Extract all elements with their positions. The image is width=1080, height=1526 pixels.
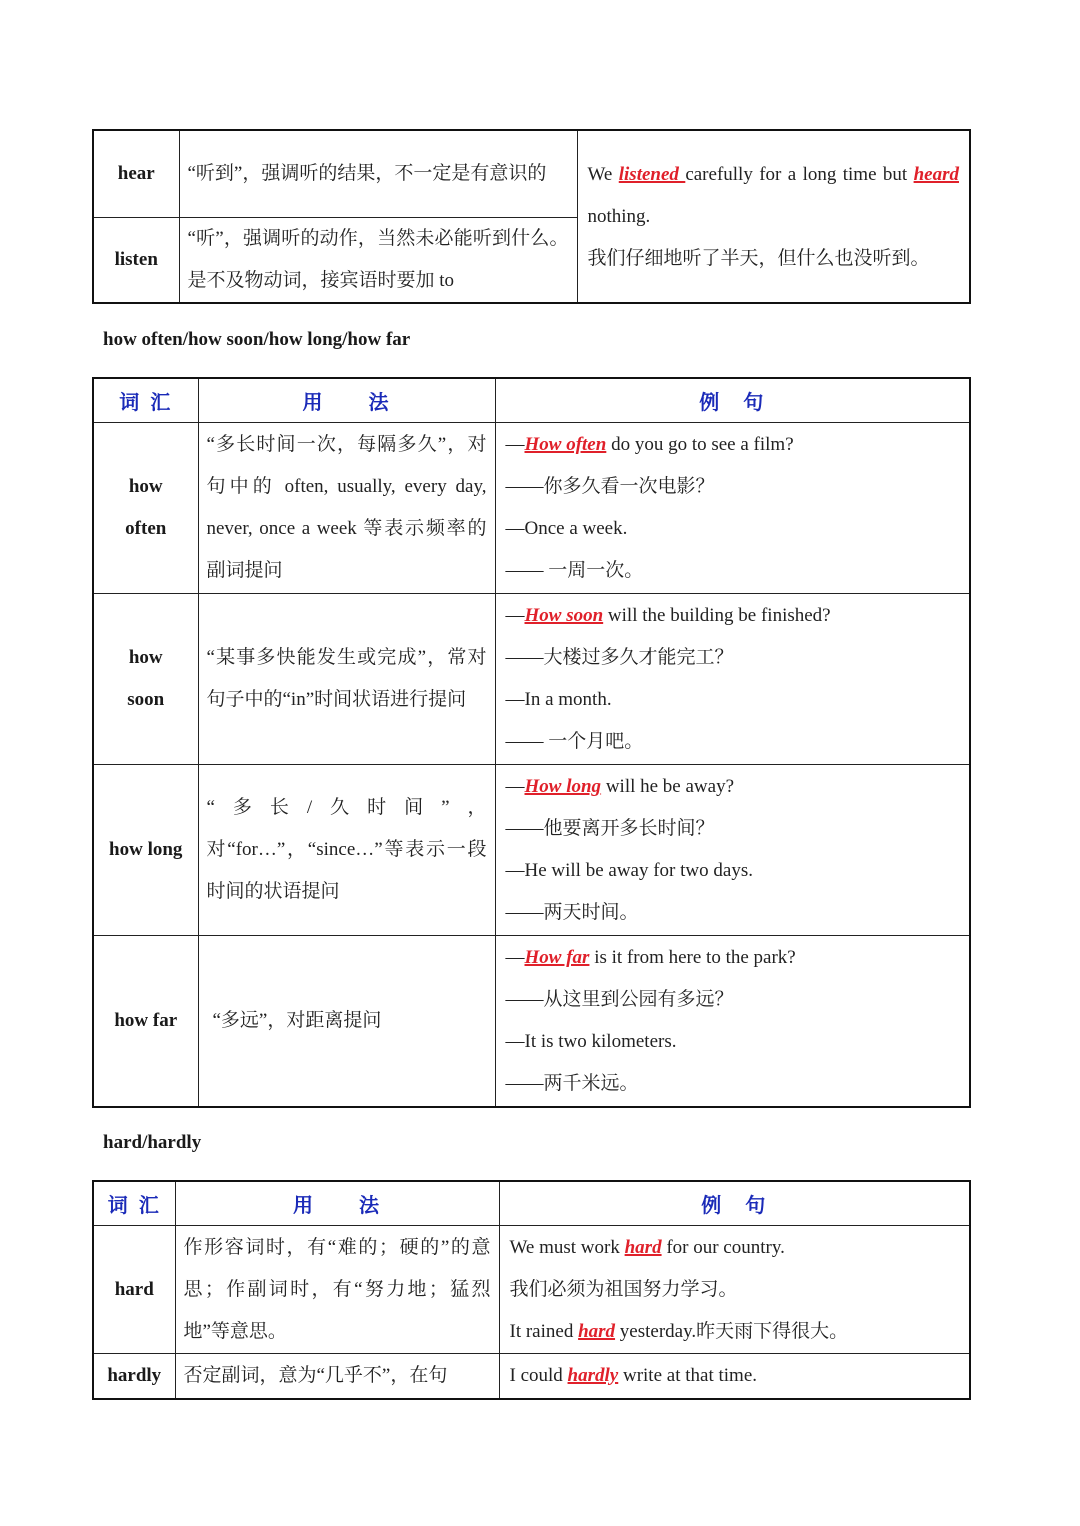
example-text: write at that time. (618, 1364, 757, 1386)
example-cell (495, 765, 970, 936)
usage-cell: “某事多快能发生或完成”，常对句子中的“in”时间状语进行提问 (198, 594, 495, 765)
usage-cell: “多远”，对距离提问 (198, 936, 495, 1107)
hear-listen-table (92, 129, 971, 304)
highlight-phrase: How often (524, 434, 607, 455)
example-cell-hardly (499, 1354, 970, 1399)
example-cn-question: ——大楼过多久才能完工？ (505, 647, 734, 668)
example-cn-answer: —— 一个月吧。 (505, 731, 644, 752)
table-row (93, 1354, 970, 1399)
example-text: carefully for a long time but (685, 163, 914, 185)
example-question (506, 424, 960, 466)
dash: — (505, 946, 525, 968)
example-cell-hear-listen (577, 130, 970, 303)
example-answer: —It is two kilometers. (505, 1030, 677, 1052)
word-line: soon (127, 689, 165, 710)
dash: — (505, 605, 525, 626)
how-questions-table (92, 377, 971, 1108)
example-cell (495, 423, 970, 594)
example-cell (495, 936, 970, 1107)
header-example: 例 句 (495, 378, 970, 423)
example-text: I could (509, 1364, 568, 1386)
dash: — (505, 434, 525, 455)
example-text: do you go to see a film? (606, 434, 794, 455)
word-line: how (128, 647, 163, 668)
highlight-listened: listened (618, 163, 686, 185)
highlight-phrase: How long (524, 776, 602, 797)
hard-hardly-table (92, 1180, 971, 1400)
example-cn: 我们仔细地听了半天，但什么也没听到。 (587, 247, 930, 269)
word-cell-hardly: hardly (93, 1354, 175, 1399)
section-title-hard: hard/hardly (103, 1132, 202, 1153)
example-text: We must work (509, 1236, 625, 1258)
example-answer: —Once a week. (505, 518, 628, 539)
example-question (506, 595, 960, 637)
usage-cell-hard: 作形容词时，有“难的；硬的”的意思；作副词时，有“努力地；猛烈地”等意思。 (175, 1226, 499, 1354)
highlight-phrase: How far (524, 946, 590, 968)
header-usage: 用 法 (175, 1181, 499, 1226)
example-question (506, 937, 960, 979)
example-text: We (587, 163, 619, 185)
dash: — (505, 776, 525, 797)
highlight-phrase: How soon (524, 605, 604, 626)
example-text: It rained (509, 1320, 579, 1342)
header-usage: 用 法 (198, 378, 495, 423)
example-en (588, 154, 960, 238)
word-cell (93, 594, 198, 765)
usage-cell-hear: “听到”，强调听的结果，不一定是有意识的 (179, 130, 577, 217)
word-cell (93, 936, 198, 1107)
example-answer: —In a month. (505, 689, 612, 710)
highlight-hard: hard (624, 1236, 662, 1258)
example-sentence-1 (510, 1355, 960, 1397)
word-cell-hear: hear (93, 130, 179, 217)
example-cn-answer: ——两千米远。 (505, 1072, 639, 1094)
example-answer: —He will be away for two days. (505, 860, 753, 881)
table-row (93, 423, 970, 594)
word-line: often (125, 518, 167, 539)
word-cell-hard: hard (93, 1226, 175, 1354)
word-line: how (128, 476, 163, 497)
example-text: for our country. (661, 1236, 785, 1258)
example-text: will the building be finished? (603, 605, 831, 626)
example-text: will he be away? (601, 776, 735, 797)
example-cn-1: 我们必须为祖国努力学习。 (509, 1278, 738, 1300)
example-text: yesterday.昨天雨下得很大。 (615, 1320, 849, 1342)
word-line: how far (114, 1009, 178, 1031)
usage-cell-listen: “听”，强调听的动作，当然未必能听到什么。是不及物动词，接宾语时要加 to (179, 217, 577, 303)
table-row (93, 936, 970, 1107)
section-title-how: how often/how soon/how long/how far (103, 329, 411, 350)
example-sentence-2 (510, 1311, 960, 1353)
word-cell (93, 765, 198, 936)
usage-cell: “多长时间一次，每隔多久”，对句中的 often, usually, every day, never, once a week 等表示频率的副词提问 (198, 423, 495, 594)
example-cell (495, 594, 970, 765)
word-cell (93, 423, 198, 594)
example-cn-question: ——从这里到公园有多远？ (505, 988, 734, 1010)
table-row (93, 594, 970, 765)
header-word: 词 汇 (93, 1181, 175, 1226)
word-cell-listen: listen (93, 217, 179, 303)
example-text: is it from here to the park? (589, 946, 796, 968)
highlight-hardly: hardly (567, 1364, 619, 1386)
header-example: 例 句 (499, 1181, 970, 1226)
header-word: 词 汇 (93, 378, 198, 423)
highlight-hard: hard (578, 1320, 616, 1342)
example-cn-answer: ——两天时间。 (505, 902, 639, 923)
example-cn-answer: —— 一周一次。 (505, 560, 644, 581)
example-cn-question: ——你多久看一次电影？ (505, 476, 715, 497)
example-cn-question: ——他要离开多长时间？ (505, 818, 715, 839)
highlight-heard: heard (913, 163, 959, 185)
example-text: nothing. (587, 205, 651, 227)
example-sentence-1 (510, 1227, 960, 1269)
example-cell-hard (499, 1226, 970, 1354)
example-question (506, 766, 960, 808)
word-line: how long (109, 839, 183, 860)
usage-cell-hardly: 否定副词，意为“几乎不”，在句 (175, 1354, 499, 1399)
table-row (93, 1226, 970, 1354)
usage-cell: “多长/久时间”，对“for…”，“since…”等表示一段时间的状语提问 (198, 765, 495, 936)
table-row (93, 765, 970, 936)
